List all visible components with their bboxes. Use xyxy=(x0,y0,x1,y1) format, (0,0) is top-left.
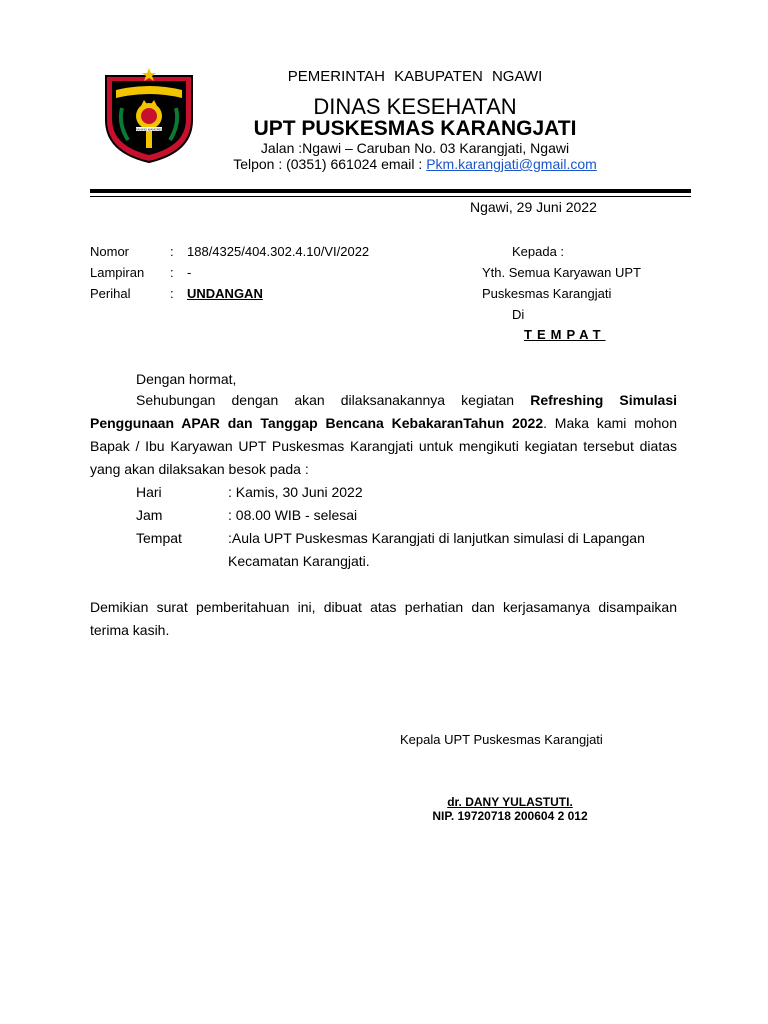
tempat-value: :Aula UPT Puskesmas Karangjati di lanjutkan simulasi di Lapangan xyxy=(228,530,645,546)
recipient-tempat: TEMPAT xyxy=(524,327,606,342)
letterhead-divider-thin xyxy=(90,196,691,197)
recipient-di: Di xyxy=(512,307,525,322)
signature-nip: NIP. 19720718 200604 2 012 xyxy=(432,809,588,823)
nomor-label: Nomor xyxy=(90,244,130,259)
phone-text: Telpon : (0351) 661024 email : xyxy=(233,156,427,172)
jam-label: Jam xyxy=(136,507,163,523)
ngawi-regency-emblem-icon xyxy=(104,68,194,164)
perihal-label: Perihal xyxy=(90,286,131,301)
jam-value: : 08.00 WIB - selesai xyxy=(228,507,358,523)
perihal-value: UNDANGAN xyxy=(187,286,263,301)
letter-date: Ngawi, 29 Juni 2022 xyxy=(470,199,597,215)
svg-text:ORANING MANGRESA: ORANING MANGRESA xyxy=(132,127,166,132)
nomor-colon: : xyxy=(170,244,174,259)
hari-value: : Kamis, 30 Juni 2022 xyxy=(228,484,363,500)
email-link[interactable]: Pkm.karangjati@gmail.com xyxy=(426,156,597,172)
p1-intro: Sehubungan dengan akan dilaksanakannya kegiatan xyxy=(136,392,531,408)
letterhead-contact xyxy=(190,156,640,172)
recipient-kepada: Kepada : xyxy=(512,244,565,259)
letterhead-department: DINAS KESEHATAN xyxy=(313,94,517,119)
lampiran-colon: : xyxy=(170,265,174,280)
greeting: Dengan hormat, xyxy=(136,371,237,387)
nomor-value: 188/4325/404.302.4.10/VI/2022 xyxy=(187,244,370,259)
closing-paragraph: Demikian surat pemberitahuan ini, dibuat atas perhatian dan kerjasamanya disampaikan terima kasih. xyxy=(90,599,677,638)
body-paragraph-1 xyxy=(90,389,677,481)
recipient-line1: Yth. Semua Karyawan UPT xyxy=(482,265,641,280)
tempat-label: Tempat xyxy=(136,530,182,546)
p1-request: . Maka kami mohon Bapak / Ibu Karyawan UPT Puskesmas Karangjati untuk mengikuti kegiatan tersebut diatas yang akan dilaksakan besok pada : xyxy=(90,415,677,477)
perihal-colon: : xyxy=(170,286,174,301)
recipient-line2: Puskesmas Karangjati xyxy=(482,286,612,301)
lampiran-label: Lampiran xyxy=(90,265,145,280)
signature-name: dr. DANY YULASTUTI. xyxy=(447,795,573,809)
p1-activity: Refreshing Simulasi Penggunaan APAR dan Tanggap Bencana KebakaranTahun 2022 xyxy=(90,392,678,431)
letterhead-government: PEMERINTAH KABUPATEN NGAWI xyxy=(287,68,543,85)
letterhead-divider-thick xyxy=(90,189,691,193)
lampiran-value: - xyxy=(187,265,192,280)
hari-label: Hari xyxy=(136,484,162,500)
tempat-value-continued: Kecamatan Karangjati. xyxy=(228,553,370,569)
signature-title: Kepala UPT Puskesmas Karangjati xyxy=(400,732,603,747)
letterhead-institution: UPT PUSKESMAS KARANGJATI xyxy=(253,117,577,140)
letterhead-address: Jalan :Ngawi – Caruban No. 03 Karangjati, Ngawi xyxy=(260,140,570,156)
